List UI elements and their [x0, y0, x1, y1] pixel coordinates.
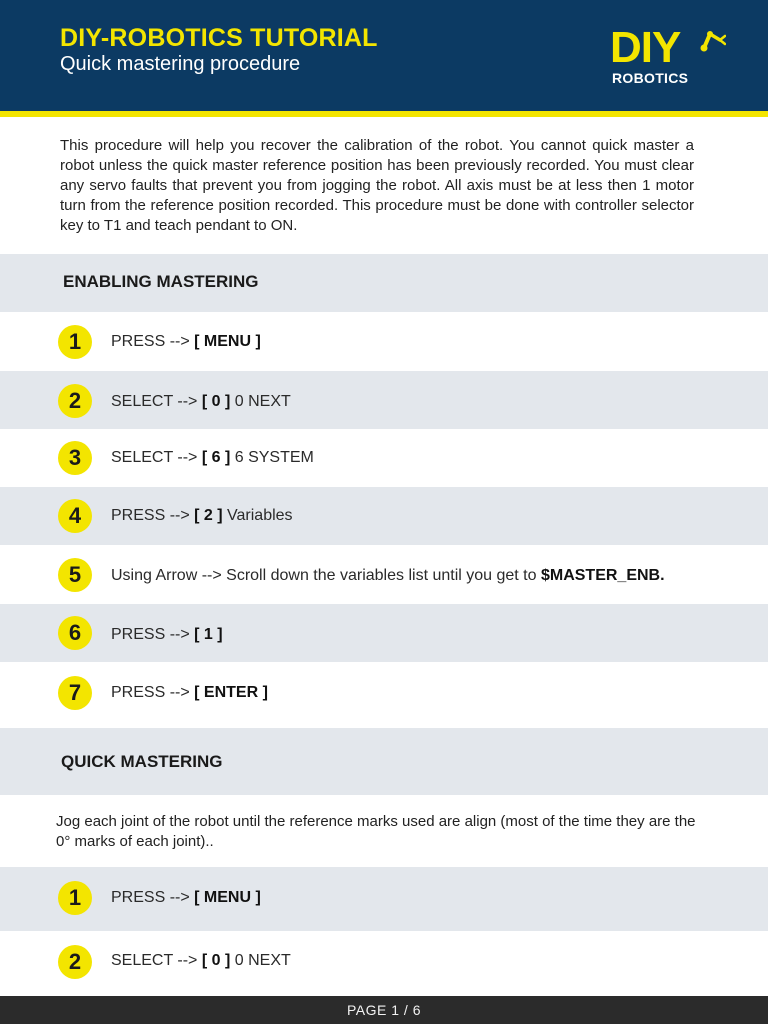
step-number-badge: 6	[58, 616, 92, 650]
step-number-badge: 5	[58, 558, 92, 592]
section-title-quick-mastering: QUICK MASTERING	[61, 752, 223, 771]
doc-subtitle: Quick mastering procedure	[60, 53, 301, 75]
section-band-quick-mastering	[0, 728, 768, 795]
step-key: $MASTER_ENB.	[540, 567, 665, 584]
step-row	[0, 662, 768, 728]
step-text-prefix: SELECT -->	[111, 449, 202, 466]
step-row	[0, 429, 768, 487]
section-band-enabling-mastering	[0, 254, 768, 312]
step-text-suffix: Variables	[222, 507, 293, 524]
logo-wordmark: DIY	[610, 23, 681, 72]
step-number-badge: 3	[58, 441, 92, 475]
header-banner	[0, 0, 768, 111]
step-number-badge: 2	[58, 945, 92, 979]
step-text	[111, 889, 261, 907]
step-row	[0, 371, 768, 429]
intro-paragraph: This procedure will help you recover the calibration of the robot. You cannot quick master a robot unless the quick master reference position has been previously recorded. You must clear any servo faults that prevent you from jogging the robot. All axis must be at less then 1 motor turn from the reference position recorded. This procedure must be done with controller selector key to T1 and teach pendant to ON.	[60, 137, 694, 234]
step-number-badge: 2	[58, 384, 92, 418]
step-text-prefix: Using Arrow --> Scroll down the variables list until you get to	[111, 567, 541, 584]
step-text	[111, 952, 291, 970]
step-text	[111, 507, 293, 525]
step-text	[111, 333, 261, 351]
step-number-badge: 1	[58, 881, 92, 915]
step-row	[0, 604, 768, 662]
step-text	[111, 684, 268, 702]
step-text-suffix: 0 NEXT	[230, 952, 291, 969]
step-text	[111, 626, 223, 644]
step-text-suffix: 6 SYSTEM	[230, 449, 314, 466]
step-key: [ MENU ]	[194, 889, 261, 906]
step-row	[0, 545, 768, 604]
step-text	[111, 449, 314, 467]
step-row	[0, 312, 768, 371]
step-key: [ 6 ]	[201, 449, 231, 466]
page-number: PAGE 1 / 6	[347, 1002, 421, 1018]
step-text-suffix: 0 NEXT	[230, 393, 291, 410]
header-accent-rule	[0, 111, 768, 117]
step-text-prefix: PRESS -->	[111, 333, 195, 350]
step-key: [ ENTER ]	[194, 684, 268, 701]
step-text-prefix: PRESS -->	[111, 507, 195, 524]
step-key: [ 2 ]	[194, 507, 223, 524]
page-footer	[0, 996, 768, 1024]
step-text	[111, 393, 291, 411]
step-text-prefix: SELECT -->	[111, 952, 202, 969]
brand-logo	[610, 23, 730, 88]
step-key: [ MENU ]	[194, 333, 261, 350]
step-text-prefix: PRESS -->	[111, 889, 195, 906]
quick-mastering-paragraph: Jog each joint of the robot until the reference marks used are align (most of the time they are the 0° marks of each joint)..	[56, 813, 696, 850]
step-number-badge: 7	[58, 676, 92, 710]
step-number-badge: 1	[58, 325, 92, 359]
logo-subtext: ROBOTICS	[612, 70, 689, 86]
step-number-badge: 4	[58, 499, 92, 533]
section-title-enabling-mastering: ENABLING MASTERING	[63, 272, 259, 291]
step-key: [ 0 ]	[201, 393, 231, 410]
doc-title: DIY-ROBOTICS TUTORIAL	[60, 24, 378, 52]
step-row	[0, 487, 768, 545]
step-row	[0, 867, 768, 931]
step-text-prefix: SELECT -->	[111, 393, 202, 410]
step-row	[0, 931, 768, 996]
step-text-prefix: PRESS -->	[111, 684, 195, 701]
step-text-prefix: PRESS -->	[111, 626, 195, 643]
step-text	[111, 567, 665, 585]
step-key: [ 0 ]	[201, 952, 231, 969]
step-key: [ 1 ]	[194, 626, 223, 643]
robot-arm-icon	[696, 26, 726, 54]
